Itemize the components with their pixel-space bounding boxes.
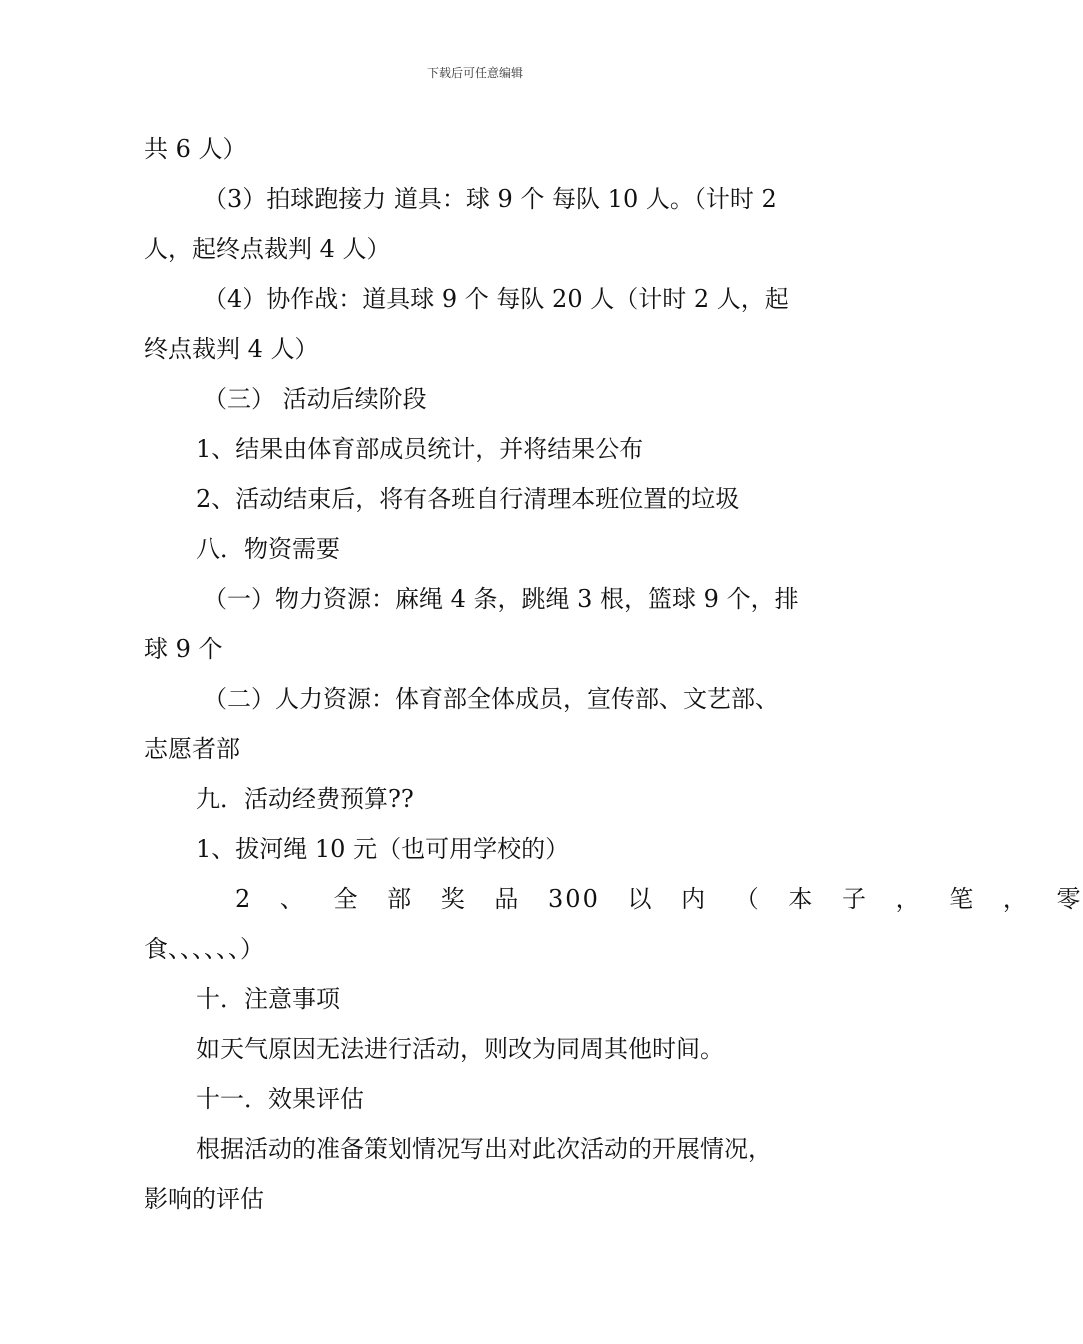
section-heading: 九．活动经费预算??: [196, 785, 414, 813]
text-line: （一）物力资源：麻绳 4 条，跳绳 3 根，篮球 9 个，排: [203, 585, 799, 613]
section-heading: 十．注意事项: [196, 985, 340, 1013]
text-line: 1、拔河绳 10 元（也可用学校的）: [196, 835, 570, 863]
text-line: 2 、 全 部 奖 品 300 以 内 （ 本 子 ， 笔 ， 零: [235, 885, 1083, 913]
text-line: （4）协作战：道具球 9 个 每队 20 人（计时 2 人，起: [203, 285, 789, 313]
text-line: 志愿者部: [144, 735, 240, 763]
text-line: 共 6 人）: [144, 135, 247, 163]
section-heading: 八．物资需要: [196, 535, 340, 563]
text-line: 食、、、、、、）: [144, 935, 264, 963]
text-line: 球 9 个: [144, 635, 223, 663]
page-header: 下载后可任意编辑: [426, 66, 523, 80]
text-line: 2、活动结束后，将有各班自行清理本班位置的垃圾: [196, 485, 740, 513]
text-line: （二）人力资源：体育部全体成员，宣传部、文艺部、: [203, 685, 779, 713]
text-line: 根据活动的准备策划情况写出对此次活动的开展情况，: [196, 1135, 772, 1163]
text-line: 人，起终点裁判 4 人）: [144, 235, 391, 263]
section-heading: （三） 活动后续阶段: [203, 385, 427, 413]
text-line: 1、结果由体育部成员统计，并将结果公布: [196, 435, 644, 463]
text-line: 影响的评估: [144, 1185, 264, 1213]
text-line: （3）拍球跑接力 道具：球 9 个 每队 10 人。（计时 2: [203, 185, 777, 213]
text-line: 如天气原因无法进行活动，则改为同周其他时间。: [196, 1035, 724, 1063]
section-heading: 十一．效果评估: [196, 1085, 364, 1113]
text-line: 终点裁判 4 人）: [144, 335, 319, 363]
